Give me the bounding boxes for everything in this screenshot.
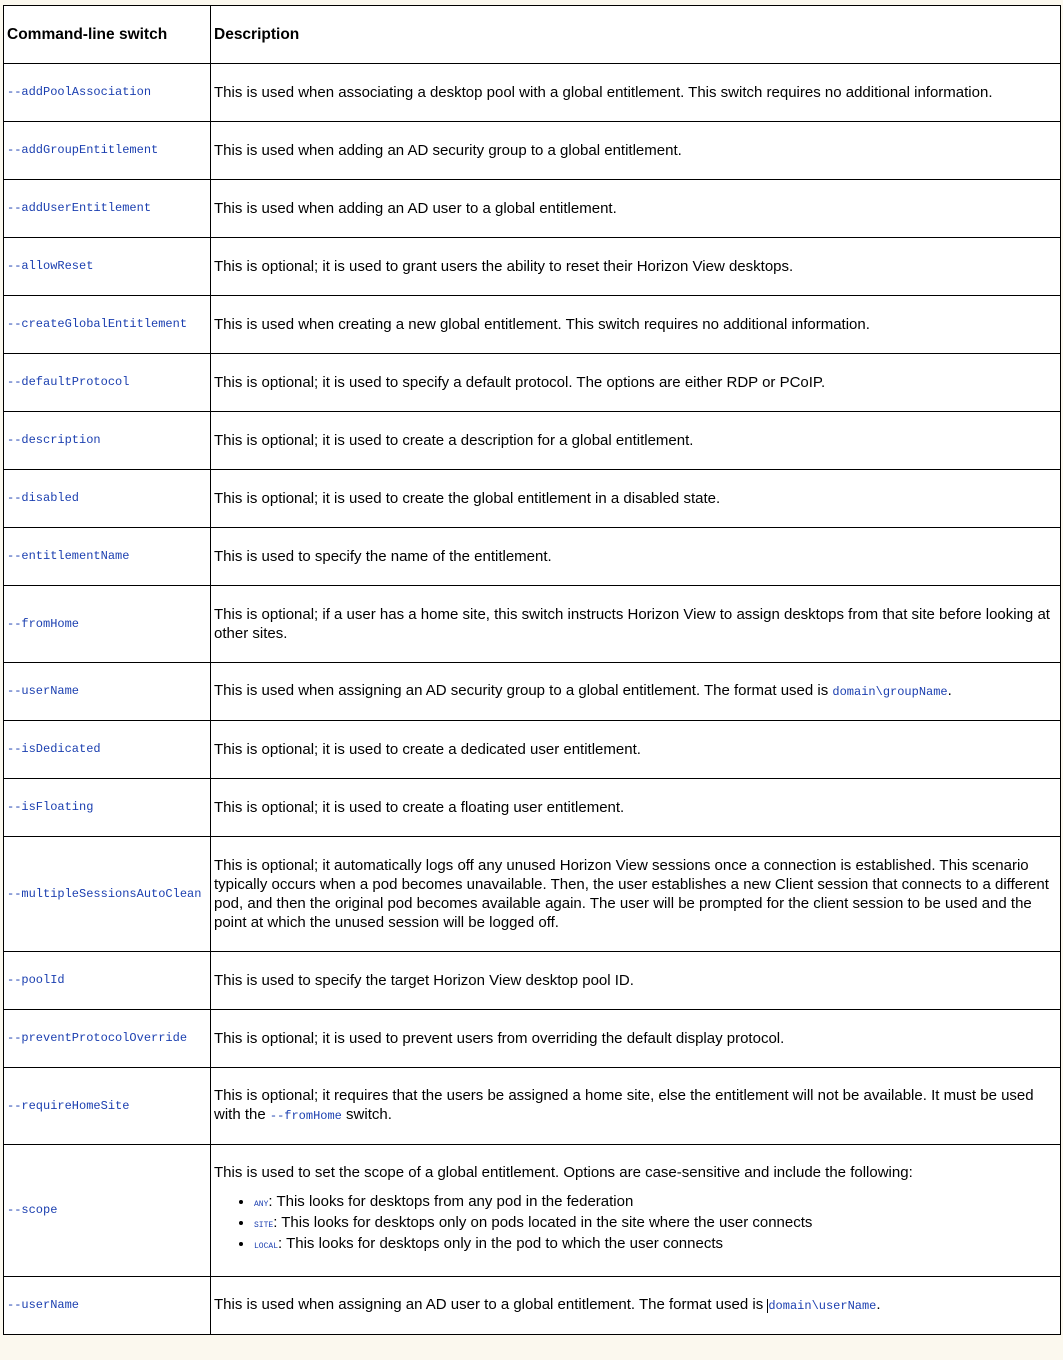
table-row bbox=[4, 238, 1061, 296]
scope-code: local bbox=[254, 1237, 279, 1252]
switch-cell: --preventProtocolOverride bbox=[4, 1010, 211, 1068]
table-row bbox=[4, 122, 1061, 180]
table-row bbox=[4, 412, 1061, 470]
switch-cell: --addPoolAssociation bbox=[4, 64, 211, 122]
format-code: domain\userName bbox=[768, 1299, 877, 1313]
description-cell: This is optional; it is used to create the global entitlement in a disabled state. bbox=[211, 470, 1061, 528]
switch-table-container bbox=[3, 5, 1060, 1335]
table-row bbox=[4, 1145, 1061, 1277]
description-cell bbox=[211, 1277, 1061, 1335]
table-row bbox=[4, 1068, 1061, 1145]
description-cell: This is optional; it is used to create a description for a global entitlement. bbox=[211, 412, 1061, 470]
table-row bbox=[4, 952, 1061, 1010]
description-cell: This is used when associating a desktop pool with a global entitlement. This switch requires no additional information. bbox=[211, 64, 1061, 122]
switch-cell: --description bbox=[4, 412, 211, 470]
table-row bbox=[4, 180, 1061, 238]
description-text: This is optional; it requires that the users be assigned a home site, else the entitlement will not be available. It must be used with the bbox=[214, 1087, 1034, 1123]
description-text: This is used when assigning an AD security group to a global entitlement. The format used is bbox=[214, 682, 833, 699]
list-item bbox=[254, 1234, 1057, 1255]
description-cell bbox=[211, 1145, 1061, 1277]
description-cell: This is optional; if a user has a home site, this switch instructs Horizon View to assign desktops from that site before looking at other sites. bbox=[211, 586, 1061, 663]
description-cell: This is optional; it is used to specify a default protocol. The options are either RDP or PCoIP. bbox=[211, 354, 1061, 412]
description-cell: This is optional; it is used to grant users the ability to reset their Horizon View desktops. bbox=[211, 238, 1061, 296]
description-cell: This is used when adding an AD security group to a global entitlement. bbox=[211, 122, 1061, 180]
switch-cell: --addGroupEntitlement bbox=[4, 122, 211, 180]
description-cell: This is used to specify the target Horizon View desktop pool ID. bbox=[211, 952, 1061, 1010]
switch-cell: --isDedicated bbox=[4, 721, 211, 779]
scope-code: any bbox=[254, 1195, 269, 1210]
description-cell: This is used when adding an AD user to a global entitlement. bbox=[211, 180, 1061, 238]
table-row bbox=[4, 1010, 1061, 1068]
table-header-row bbox=[4, 6, 1061, 64]
description-cell: This is optional; it automatically logs off any unused Horizon View sessions once a connection is established. This scenario typically occurs when a pod becomes unavailable. Then, the user establishes a new Client session that connects to a different pod, and then the original pod becomes available again. The user will be prompted for the client session to be used and the point at which the unused session will be logged off. bbox=[211, 837, 1061, 952]
description-cell: This is used to specify the name of the entitlement. bbox=[211, 528, 1061, 586]
switch-cell: --isFloating bbox=[4, 779, 211, 837]
table-row bbox=[4, 470, 1061, 528]
header-switch: Command-line switch bbox=[4, 6, 211, 64]
description-cell bbox=[211, 1068, 1061, 1145]
switch-cell: --createGlobalEntitlement bbox=[4, 296, 211, 354]
description-cell: This is optional; it is used to prevent users from overriding the default display protocol. bbox=[211, 1010, 1061, 1068]
scope-text: : This looks for desktops only on pods located in the site where the user connects bbox=[273, 1213, 813, 1231]
table-row bbox=[4, 663, 1061, 721]
table-row bbox=[4, 837, 1061, 952]
switch-cell: --addUserEntitlement bbox=[4, 180, 211, 238]
header-description: Description bbox=[211, 6, 1061, 64]
format-code: domain\groupName bbox=[832, 685, 948, 699]
list-item bbox=[254, 1192, 1057, 1213]
command-line-switch-table bbox=[3, 5, 1061, 1335]
description-cell: This is optional; it is used to create a dedicated user entitlement. bbox=[211, 721, 1061, 779]
switch-cell: --disabled bbox=[4, 470, 211, 528]
table-row bbox=[4, 1277, 1061, 1335]
description-text: This is used when assigning an AD user to a global entitlement. The format used is bbox=[214, 1296, 768, 1313]
switch-cell: --fromHome bbox=[4, 586, 211, 663]
table-row bbox=[4, 528, 1061, 586]
switch-cell: --userName bbox=[4, 1277, 211, 1335]
table-row bbox=[4, 354, 1061, 412]
description-cell: This is used when creating a new global entitlement. This switch requires no additional information. bbox=[211, 296, 1061, 354]
table-row bbox=[4, 586, 1061, 663]
switch-cell: --defaultProtocol bbox=[4, 354, 211, 412]
scope-text: : This looks for desktops only in the pod to which the user connects bbox=[278, 1234, 723, 1252]
description-cell bbox=[211, 663, 1061, 721]
switch-cell: --requireHomeSite bbox=[4, 1068, 211, 1145]
table-row bbox=[4, 779, 1061, 837]
switch-cell: --userName bbox=[4, 663, 211, 721]
scope-options-list bbox=[214, 1192, 1057, 1255]
description-tail: . bbox=[947, 682, 952, 699]
table-row bbox=[4, 64, 1061, 122]
scope-code: site bbox=[254, 1216, 274, 1231]
description-cell: This is optional; it is used to create a floating user entitlement. bbox=[211, 779, 1061, 837]
scope-text: : This looks for desktops from any pod in the federation bbox=[268, 1192, 634, 1210]
switch-cell: --poolId bbox=[4, 952, 211, 1010]
list-item bbox=[254, 1213, 1057, 1234]
description-tail: . bbox=[876, 1296, 881, 1313]
description-text: This is used to set the scope of a global entitlement. Options are case-sensitive and include the following: bbox=[214, 1163, 913, 1181]
table-row bbox=[4, 721, 1061, 779]
switch-cell: --multipleSessionsAutoClean bbox=[4, 837, 211, 952]
switch-cell: --entitlementName bbox=[4, 528, 211, 586]
switch-cell: --allowReset bbox=[4, 238, 211, 296]
switch-cell: --scope bbox=[4, 1145, 211, 1277]
format-code: --fromHome bbox=[269, 1109, 342, 1123]
description-tail: switch. bbox=[341, 1106, 392, 1123]
table-row bbox=[4, 296, 1061, 354]
